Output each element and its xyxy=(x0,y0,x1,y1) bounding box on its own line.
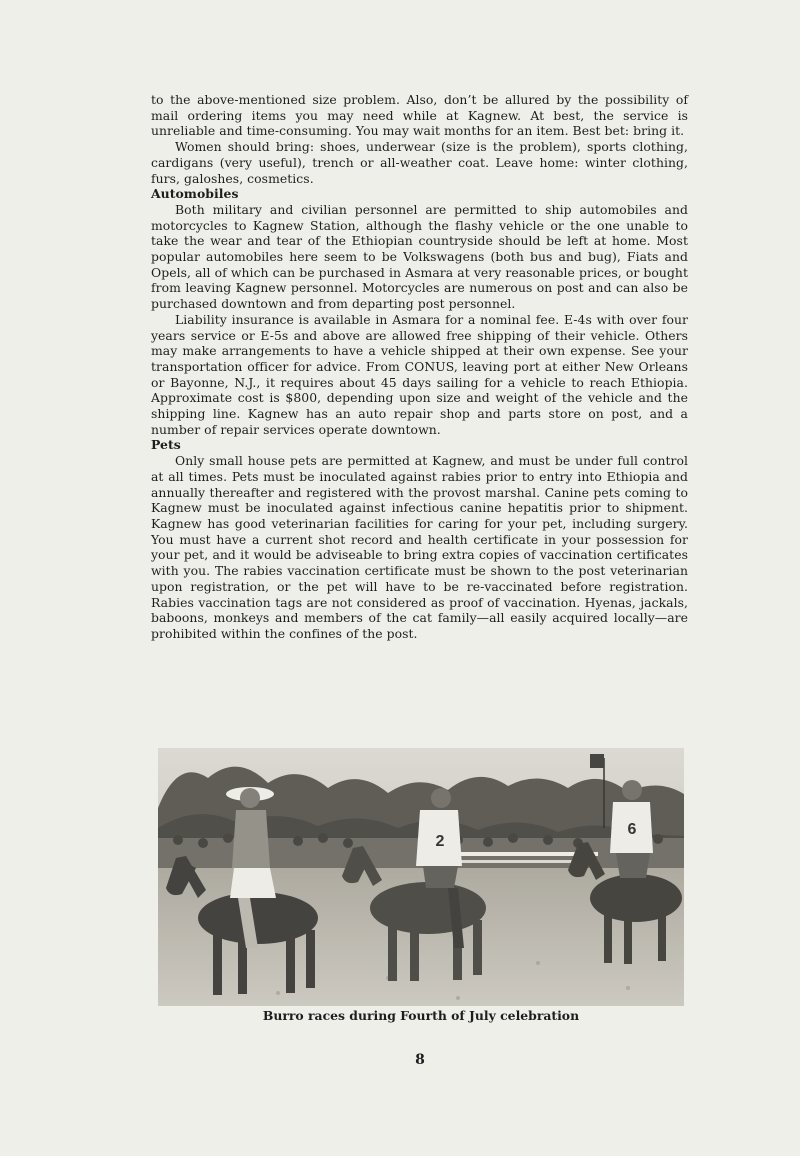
photo-caption: Burro races during Fourth of July celebration xyxy=(262,1008,580,1023)
intro-paragraph-2: Women should bring: shoes, underwear (size is the problem), sports clothing, cardigans (very useful), trench or all-weather coat. Leave home: winter clothing, furs, galoshes, cosmetics. xyxy=(151,139,688,186)
intro-paragraph-1: to the above-mentioned size problem. Also, don’t be allured by the possibility of mail ordering items you may need while at Kagnew. At best, the service is unreliable and time-consuming. You may wait months for an item. Best bet: bring it. xyxy=(151,92,688,139)
bib-number-right: 6 xyxy=(627,821,637,838)
body-text xyxy=(151,92,688,642)
automobiles-paragraph-2: Liability insurance is available in Asmara for a nominal fee. E-4s with over four years service or E-5s and above are allowed free shipping of their vehicle. Others may make arrangements to have a vehicle shipped at their own expense. See your transportation officer for advice. From CONUS, leaving port at either New Orleans or Bayonne, N.J., it requires about 45 days sailing for a vehicle to reach Ethiopia. Approximate cost is $800, depending upon size and weight of the vehicle and the shipping line. Kagnew has an auto repair shop and parts store on post, and a number of repair services operate downtown. xyxy=(151,311,688,437)
automobiles-heading: Automobiles xyxy=(151,186,239,202)
photo-illustration xyxy=(158,748,684,1006)
burro-race-photo xyxy=(158,748,684,1006)
bib-number-left: 2 xyxy=(435,833,445,850)
automobiles-paragraph-1: Both military and civilian personnel are permitted to ship automobiles and motorcycles to Kagnew Station, although the flashy vehicle or the one unable to take the wear and tear of the Ethiopian countryside should be left at home. Most popular automobiles here seem to be Volkswagens (both bus and bug), Fiats and Opels, all of which can be purchased in Asmara at very reasonable prices, or bought from leaving Kagnew personnel. Motorcycles are numerous on post and can also be purchased downtown and from departing post personnel. xyxy=(151,201,688,312)
pets-heading: Pets xyxy=(151,437,181,453)
pets-paragraph-1: Only small house pets are permitted at Kagnew, and must be under full control at all times. Pets must be inoculated against rabies prior to entry into Ethiopia and annually thereafter and registered with the provost marshal. Canine pets coming to Kagnew must be inoculated against infectious canine hepatitis prior to shipment. Kagnew has good veterinarian facilities for caring for your pet, including surgery. You must have a current shot record and health certificate in your possession for your pet, and it would be adviseable to bring extra copies of vaccination certificates with you. The rabies vaccination certificate must be shown to the post veterinarian upon registration, or the pet will have to be re-vaccinated before registration. Rabies vaccination tags are not considered as proof of vaccination. Hyenas, jackals, baboons, monkeys and members of the cat family—all easily acquired locally—are prohibited within the confines of the post. xyxy=(151,453,688,641)
page-number: 8 xyxy=(415,1052,425,1068)
